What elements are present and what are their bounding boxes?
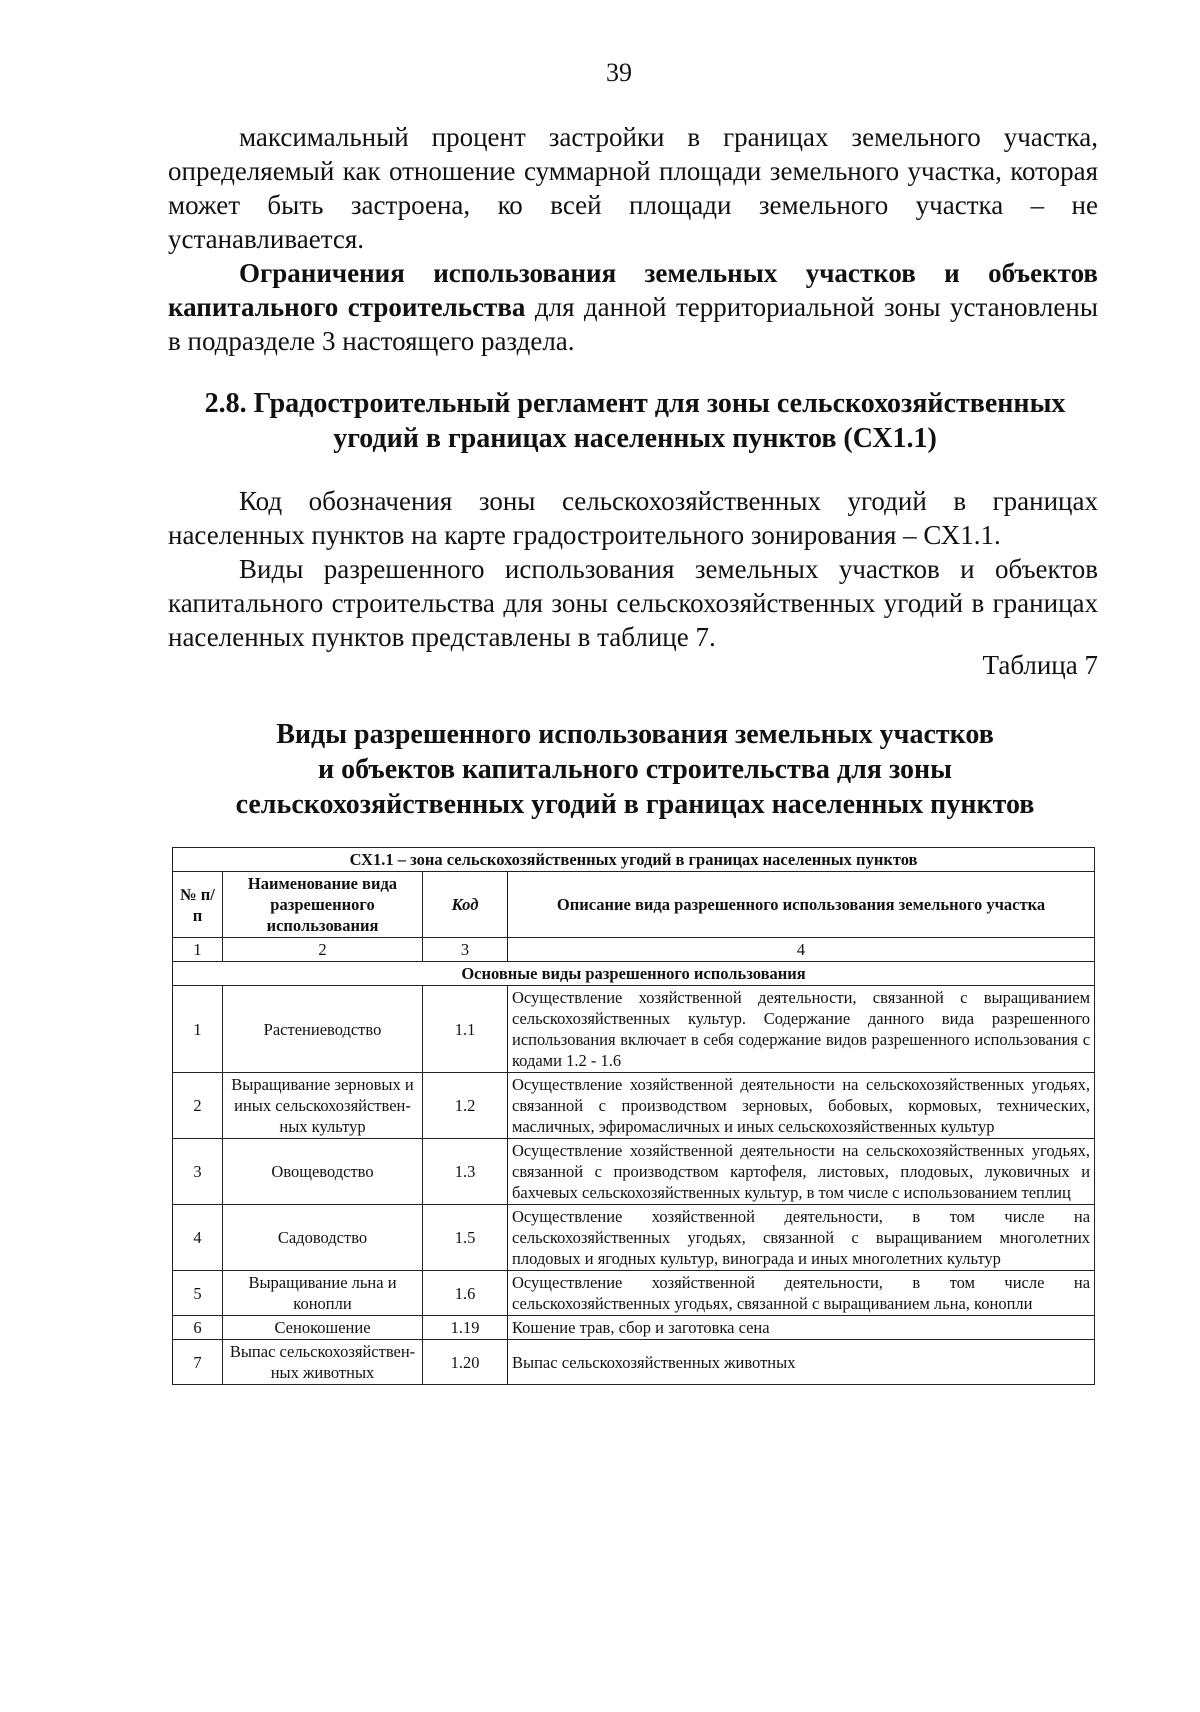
column-number: 1	[173, 938, 223, 962]
zone-header-cell: СХ1.1 – зона сельскохозяйственных угодий в границах населенных пунктов	[173, 848, 1095, 872]
row-name: Садоводство	[223, 1205, 423, 1271]
table-row	[173, 1271, 1095, 1316]
row-code: 1.19	[423, 1316, 508, 1340]
permitted-uses-table	[172, 847, 1095, 1385]
row-code: 1.2	[423, 1073, 508, 1139]
paragraph-zone-code: Код обозначения зоны сельскохозяйственных угодий в границах населенных пунктов на карте градостроительного зонирования – СХ1.1.	[168, 486, 1098, 550]
group-header-row	[173, 962, 1095, 986]
table-title-line-1: Виды разрешенного использования земельных участков	[276, 719, 994, 750]
row-num: 5	[173, 1271, 223, 1316]
row-code: 1.20	[423, 1340, 508, 1385]
intro-text-block	[168, 120, 1098, 358]
row-code: 1.3	[423, 1139, 508, 1205]
row-description: Осуществление хозяйственной деятельности, в том числе на сельскохозяйственных угодьях, связанной с выращиванием многолетних плодовых и ягодных культур, винограда и иных многолетних культур	[508, 1205, 1095, 1271]
zone-description-block	[168, 484, 1098, 654]
row-description: Осуществление хозяйственной деятельности, связанной с выращиванием сельскохозяйственных культур. Содержание данного вида разрешенного использования включает в себя содержание видов разрешенного использования с кодами 1.2 - 1.6	[508, 986, 1095, 1073]
table-title-line-2: и объектов капитального строительства для зоны	[317, 754, 953, 785]
table-row	[173, 1073, 1095, 1139]
section-title-line-2: угодий в границах населенных пунктов (СХ1.1)	[333, 423, 937, 454]
restrictions-text: для данной территориальной зоны установлены в подразделе 3 настоящего раздела.	[168, 292, 1098, 356]
table-row	[173, 1316, 1095, 1340]
row-description: Осуществление хозяйственной деятельности, в том числе на сельскохозяйственных угодьях, связанной с выращиванием льна, конопли	[508, 1271, 1095, 1316]
row-name: Овощеводство	[223, 1139, 423, 1205]
table-title-line-3: сельскохозяйственных угодий в границах населенных пунктов	[235, 789, 1035, 820]
group-title: Основные виды разрешенного использования	[173, 962, 1095, 986]
row-num: 7	[173, 1340, 223, 1385]
column-number-row	[173, 938, 1095, 962]
column-number: 3	[423, 938, 508, 962]
row-num: 6	[173, 1316, 223, 1340]
row-code: 1.6	[423, 1271, 508, 1316]
row-code: 1.5	[423, 1205, 508, 1271]
header-num: № п/п	[173, 872, 223, 938]
row-description: Осуществление хозяйственной деятельности на сельскохозяйственных угодьях, связанной с производством зерновых, бобовых, кормовых, технических, масличных, эфиромасличных и иных сельскохозяйственных культур	[508, 1073, 1095, 1139]
table-row	[173, 986, 1095, 1073]
table-label: Таблица 7	[982, 650, 1098, 680]
paragraph-permitted-uses: Виды разрешенного использования земельных участков и объектов капитального строительства для зоны сельскохозяйственных угодий в границах населенных пунктов представлены в таблице 7.	[168, 554, 1098, 652]
row-description: Выпас сельскохозяйственных животных	[508, 1340, 1095, 1385]
table-row	[173, 1139, 1095, 1205]
zone-header-row	[173, 848, 1095, 872]
section-title	[150, 386, 1120, 456]
row-num: 3	[173, 1139, 223, 1205]
row-name: Выращивание льна и конопли	[223, 1271, 423, 1316]
row-code: 1.1	[423, 986, 508, 1073]
paragraph-max-coverage: максимальный процент застройки в границах земельного участка, определяемый как отношение суммарной площади земельного участка, которая может быть застроена, ко всей площади земельного участка – не устанавливается.	[168, 122, 1098, 254]
page-number: 39	[606, 58, 632, 87]
row-name: Растениеводство	[223, 986, 423, 1073]
table-title	[150, 717, 1120, 822]
restrictions-bold-text: Ограничения использования земельных участков и объектов капитального строительства	[168, 258, 1098, 322]
row-name: Сенокошение	[223, 1316, 423, 1340]
row-num: 2	[173, 1073, 223, 1139]
table-row	[173, 1340, 1095, 1385]
column-header-row	[173, 872, 1095, 938]
table-row	[173, 1205, 1095, 1271]
header-code: Код	[423, 872, 508, 938]
row-description: Осуществление хозяйственной деятельности на сельскохозяйственных угодьях, связанной с производством картофеля, листовых, плодовых, луковичных и бахчевых сельскохозяйственных культур, в том числе с использованием теплиц	[508, 1139, 1095, 1205]
row-num: 1	[173, 986, 223, 1073]
header-description: Описание вида разрешенного использования земельного участка	[508, 872, 1095, 938]
column-number: 4	[508, 938, 1095, 962]
column-number: 2	[223, 938, 423, 962]
row-name: Выращивание зерновых и иных сельскохозяйствен-ных культур	[223, 1073, 423, 1139]
row-name: Выпас сельскохозяйствен-ных животных	[223, 1340, 423, 1385]
row-num: 4	[173, 1205, 223, 1271]
paragraph-restrictions	[168, 256, 1098, 358]
row-description: Кошение трав, сбор и заготовка сена	[508, 1316, 1095, 1340]
section-title-line-1: 2.8. Градостроительный регламент для зоны сельскохозяйственных	[204, 388, 1066, 419]
header-name: Наименование вида разрешенного использования	[223, 872, 423, 938]
